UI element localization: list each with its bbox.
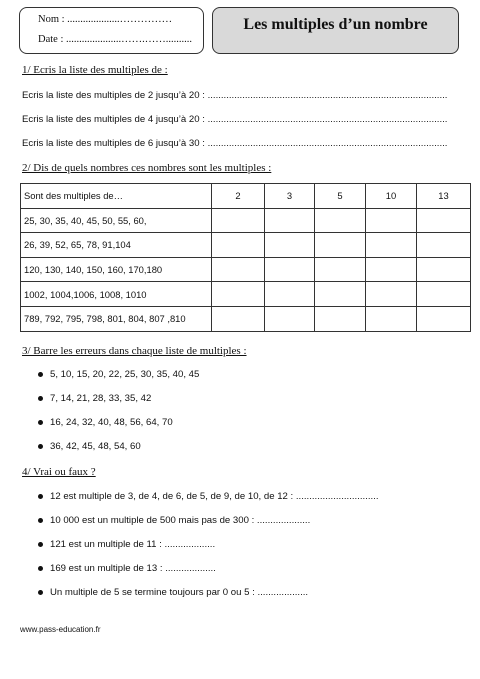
table-row: [21, 282, 471, 307]
page-title-box: [212, 7, 459, 54]
answer-cell[interactable]: [265, 208, 315, 233]
section1-row-6[interactable]: Ecris la liste des multiples de 6 jusqu’à 30 : ..........................................................................................: [22, 138, 448, 149]
answer-cell[interactable]: [212, 282, 265, 307]
bullet-icon: [38, 444, 43, 449]
table-row-label: 1002, 1004,1006, 1008, 1010: [21, 282, 212, 307]
section1-title: 1/ Ecris la liste des multiples de :: [22, 64, 168, 76]
answer-cell[interactable]: [417, 233, 471, 258]
answer-cell[interactable]: [265, 233, 315, 258]
table-row-label: 25, 30, 35, 40, 45, 50, 55, 60,: [21, 208, 212, 233]
answer-cell[interactable]: [366, 306, 417, 331]
name-field[interactable]: Nom : ....................……………: [38, 14, 173, 25]
table-row: [21, 233, 471, 258]
section3-title: 3/ Barre les erreurs dans chaque liste de multiples :: [22, 345, 247, 357]
name-date-box: [19, 7, 204, 54]
answer-cell[interactable]: [417, 282, 471, 307]
table-header-10: 10: [366, 184, 417, 209]
table-header-label: Sont des multiples de…: [21, 184, 212, 209]
bullet-icon: [38, 396, 43, 401]
table-row-label: 120, 130, 140, 150, 160, 170,180: [21, 257, 212, 282]
answer-cell[interactable]: [265, 282, 315, 307]
answer-cell[interactable]: [366, 233, 417, 258]
answer-cell[interactable]: [315, 306, 366, 331]
answer-cell[interactable]: [315, 282, 366, 307]
answer-cell[interactable]: [315, 233, 366, 258]
bullet-icon: [38, 518, 43, 523]
answer-cell[interactable]: [366, 282, 417, 307]
table-row: [21, 208, 471, 233]
table-header-5: 5: [315, 184, 366, 209]
table-row: [21, 257, 471, 282]
answer-cell[interactable]: [417, 306, 471, 331]
bullet-icon: [38, 372, 43, 377]
section2-title: 2/ Dis de quels nombres ces nombres sont les multiples :: [22, 162, 272, 174]
answer-cell[interactable]: [366, 257, 417, 282]
bullet-icon: [38, 590, 43, 595]
table-row-label: 789, 792, 795, 798, 801, 804, 807 ,810: [21, 306, 212, 331]
answer-cell[interactable]: [366, 208, 417, 233]
table-header-2: 2: [212, 184, 265, 209]
footer-url[interactable]: www.pass-education.fr: [20, 625, 101, 634]
answer-cell[interactable]: [417, 257, 471, 282]
table-header-row: [21, 184, 471, 209]
answer-cell[interactable]: [315, 208, 366, 233]
answer-cell[interactable]: [212, 208, 265, 233]
answer-cell[interactable]: [212, 257, 265, 282]
answer-cell[interactable]: [265, 306, 315, 331]
section1-row-4[interactable]: Ecris la liste des multiples de 4 jusqu’à 20 : ..........................................................................................: [22, 114, 448, 125]
table-row: [21, 306, 471, 331]
answer-cell[interactable]: [315, 257, 366, 282]
answer-cell[interactable]: [265, 257, 315, 282]
section1-row-2[interactable]: Ecris la liste des multiples de 2 jusqu’à 20 : ..........................................................................................: [22, 90, 448, 101]
table-row-label: 26, 39, 52, 65, 78, 91,104: [21, 233, 212, 258]
answer-cell[interactable]: [417, 208, 471, 233]
bullet-icon: [38, 566, 43, 571]
answer-cell[interactable]: [212, 306, 265, 331]
page-title: Les multiples d’un nombre: [243, 16, 428, 33]
table-header-3: 3: [265, 184, 315, 209]
date-field[interactable]: Date : .....................…….……..........: [38, 34, 192, 45]
bullet-icon: [38, 542, 43, 547]
multiples-table: [20, 183, 471, 332]
table-header-13: 13: [417, 184, 471, 209]
answer-cell[interactable]: [212, 233, 265, 258]
bullet-icon: [38, 420, 43, 425]
section4-title: 4/ Vrai ou faux ?: [22, 466, 96, 478]
bullet-icon: [38, 494, 43, 499]
